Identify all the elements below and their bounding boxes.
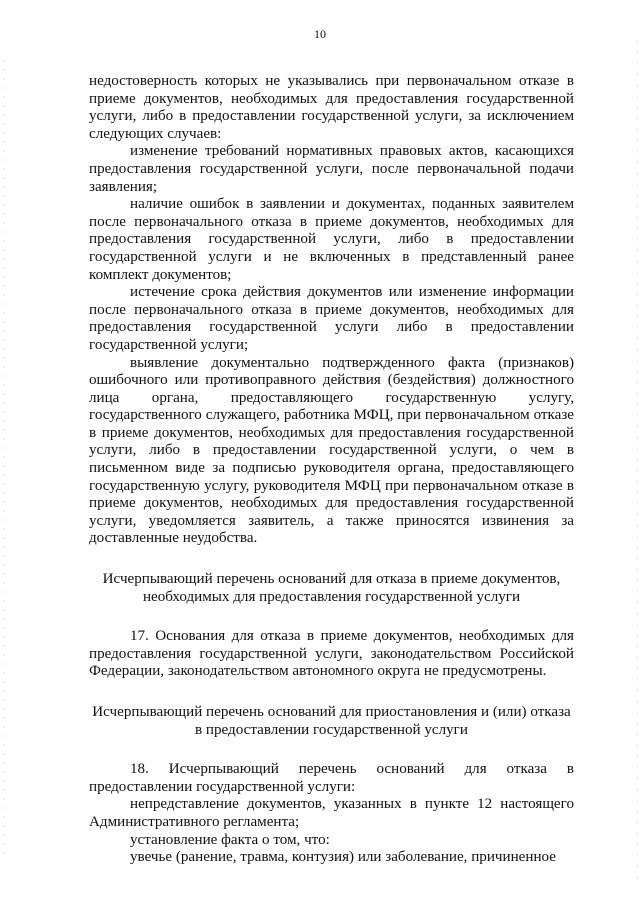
section-heading-refusal-acceptance [89,571,574,606]
paragraph-17: 17. Основания для отказа в приеме документов, необходимых для предоставления государственной услуги, законодательством Российской Федерации, законодательством автономного округа не предусмотрены. [89,628,574,680]
paragraph-18: 18. Исчерпывающий перечень оснований для отказа в предоставлении государственной услуги: [89,761,574,795]
heading-line: необходимых для предоставления государственной услуги [142,588,521,605]
paragraph-fact-establishment: установление факта о том, что: [130,831,330,848]
heading-line: Исчерпывающий перечень оснований для отказа в приеме документов, [102,571,561,588]
scan-edge-left [3,60,4,860]
paragraph-erroneous-action: выявление документально подтвержденного факта (признаков) ошибочного или противоправного действия (бездействия) должностного лица органа, предоставляющего государственную услугу, государственного служащего, работника МФЦ, при первоначальном отказе в приеме документов, необходимых для предоставления государственной услуги, либо в предоставлении государственной услуги, о чем в письменном виде за подписью руководителя органа, предоставляющего государственную услугу, руководителя МФЦ при первоначальном отказе в приеме документов, необходимых для предоставления государственной услуги, уведомляется заявитель, а также приносятся извинения за доставленные неудобства. [89,354,574,547]
paragraph-non-submission: непредставление документов, указанных в пункте 12 настоящего Административного регламента; [89,796,574,830]
heading-line: в предоставлении государственной услуги [195,721,468,738]
paragraph-continuation: недостоверность которых не указывались при первоначальном отказе в приеме документов, необходимых для предоставления государственной услуги, либо в предоставлении государственной услуги, за исключением следующих случаев: [89,73,574,142]
document-body [89,73,574,867]
page-number: 10 [314,27,326,41]
paragraph-injury: увечье (ранение, травма, контузия) или заболевание, причиненное [130,849,556,866]
paragraph-errors-in-application: наличие ошибок в заявлении и документах, поданных заявителем после первоначального отказа в приеме документов, необходимых для предоставления государственной услуги, либо в предоставлении государственной услуги и не включенных в представленный ранее комплект документов; [89,196,574,283]
paragraph-requirements-change: изменение требований нормативных правовых актов, касающихся предоставления государственной услуги, после первоначальной подачи заявления; [89,143,574,195]
scan-edge-right [637,40,638,880]
heading-line: Исчерпывающий перечень оснований для приостановления и (или) отказа [92,704,571,720]
section-heading-suspension-refusal [89,704,574,739]
paragraph-documents-expiry: истечение срока действия документов или изменение информации после первоначального отказа в приеме документов, необходимых для предоставления государственной услуги либо в предоставлении государственной услуги; [89,284,574,353]
